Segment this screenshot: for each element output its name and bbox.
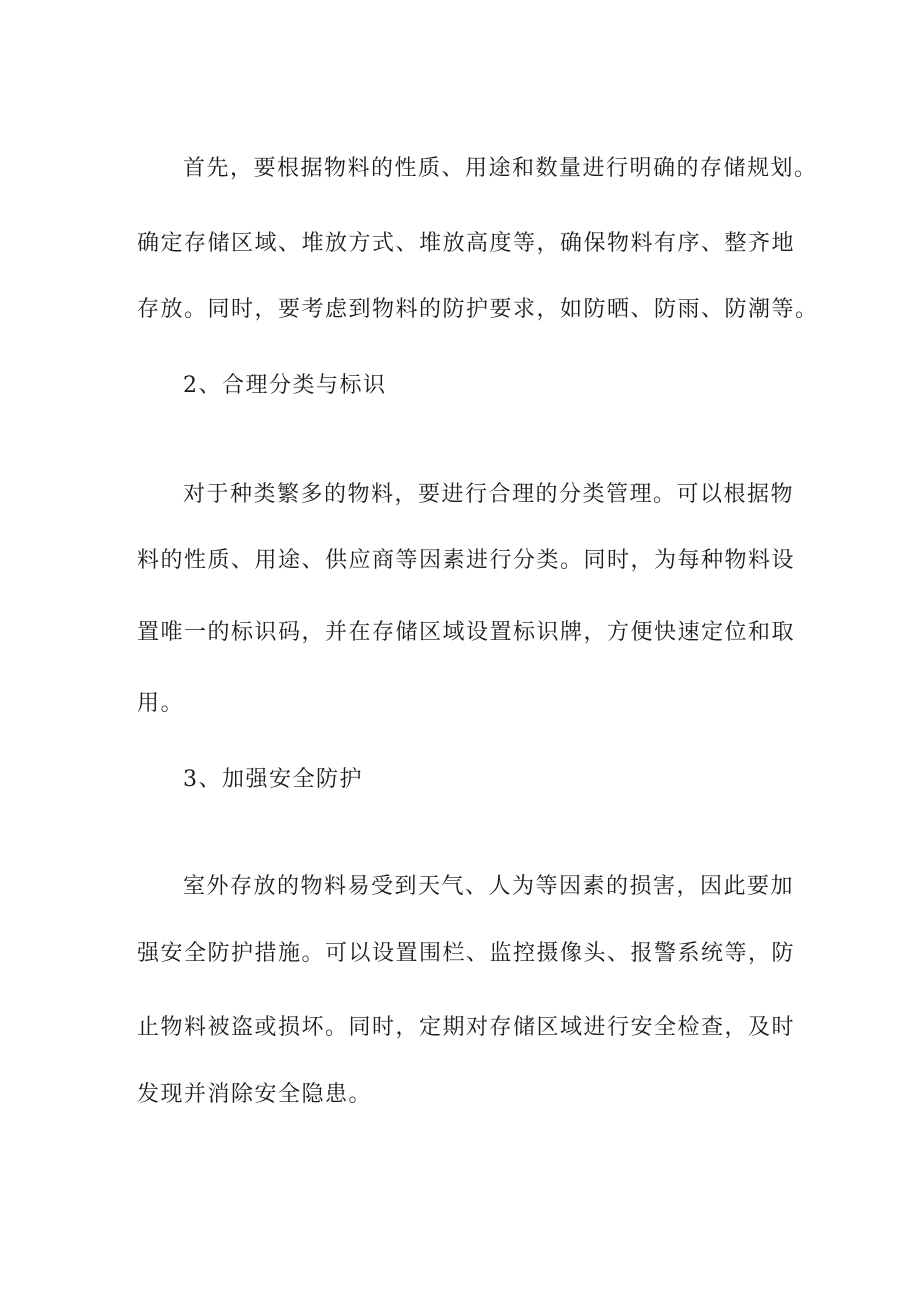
paragraph-2-line-1: 对于种类繁多的物料，要进行合理的分类管理。可以根据物 — [183, 482, 795, 507]
paragraph-3-line-1: 室外存放的物料易受到天气、人为等因素的损害，因此要加 — [183, 874, 795, 899]
paragraph-1-line-3: 存放。同时，要考虑到物料的防护要求，如防晒、防雨、防潮等。 — [137, 297, 819, 322]
paragraph-3-line-4: 发现并消除安全隐患。 — [137, 1082, 373, 1107]
paragraph-2-line-2: 料的性质、用途、供应商等因素进行分类。同时，为每种物料设 — [137, 548, 796, 573]
paragraph-2-line-4: 用。 — [137, 691, 185, 716]
paragraph-2-line-3: 置唯一的标识码，并在存储区域设置标识牌，方便快速定位和取 — [137, 620, 796, 645]
section-heading-2: 2、合理分类与标识 — [183, 373, 387, 398]
paragraph-3-line-2: 强安全防护措施。可以设置围栏、监控摄像头、报警系统等，防 — [137, 941, 796, 966]
paragraph-1-line-2: 确定存储区域、堆放方式、堆放高度等，确保物料有序、整齐地 — [137, 231, 796, 256]
paragraph-3-line-3: 止物料被盗或损坏。同时，定期对存储区域进行安全检查，及时 — [137, 1015, 796, 1040]
section-heading-3: 3、加强安全防护 — [183, 767, 363, 792]
paragraph-1-line-1: 首先，要根据物料的性质、用途和数量进行明确的存储规划。 — [183, 156, 818, 181]
